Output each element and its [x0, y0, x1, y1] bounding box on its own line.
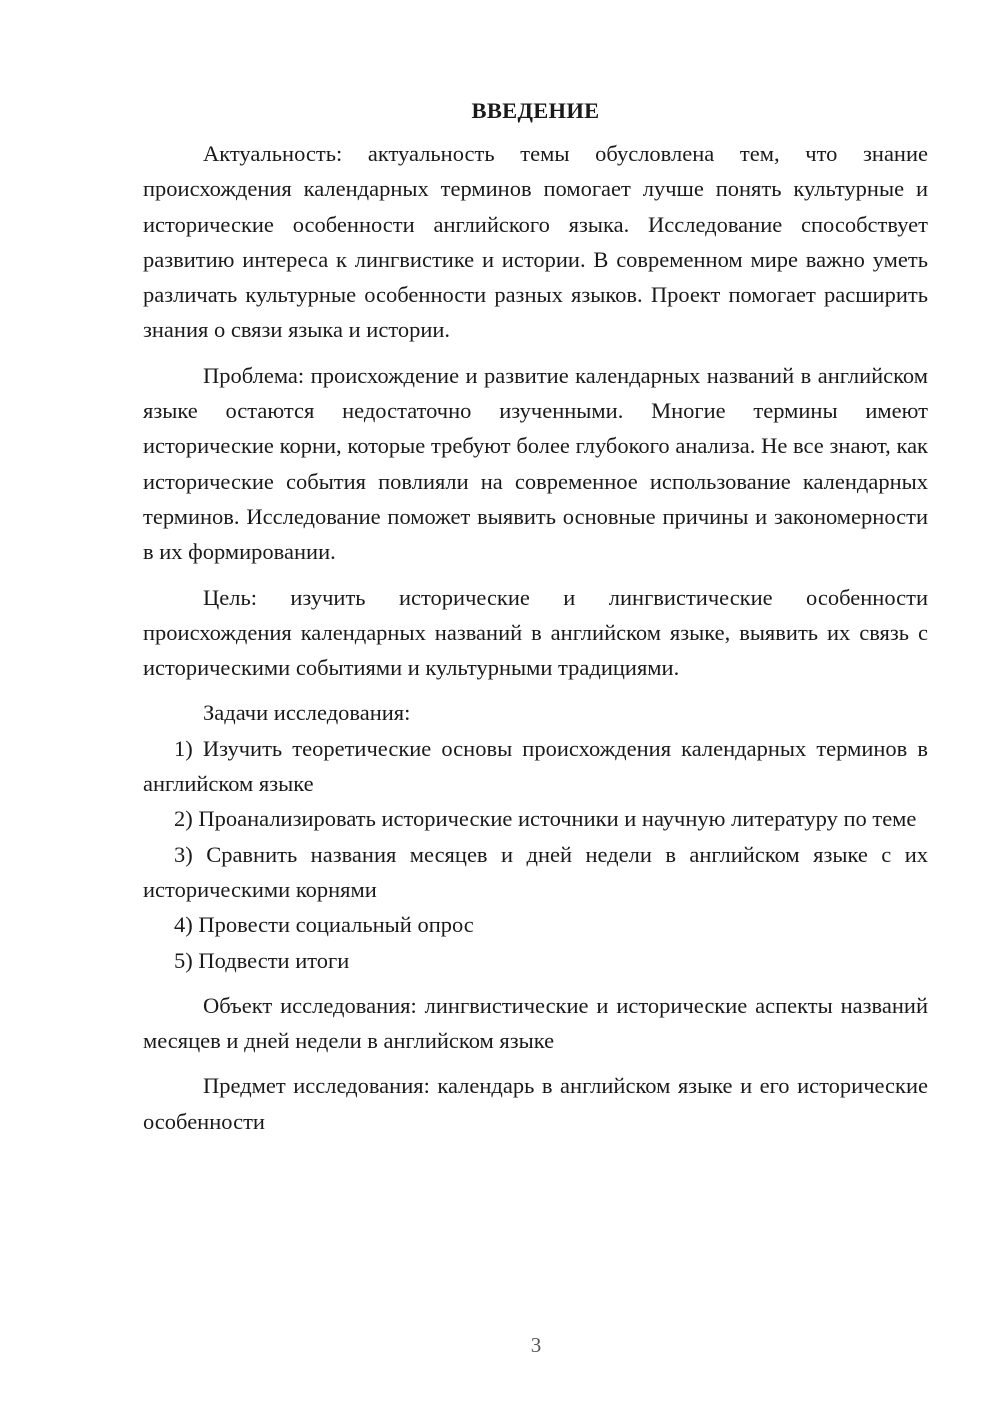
paragraph-relevance: Актуальность: актуальность темы обусловлена тем, что знание происхождения календарных терминов помогает лучше понять культурные и исторические особенности английского языка. Исследование способствует развитию интереса к лингвистике и истории. В современном мире важно уметь различать культурные особенности разных языков. Проект помогает расширить знания о связи языка и истории. [143, 141, 928, 343]
document-page [143, 96, 928, 1139]
paragraph-object: Объект исследования: лингвистические и исторические аспекты названий месяцев и дней недели в английском языке [143, 992, 928, 1054]
tasks-heading: Задачи исследования: [203, 700, 411, 726]
list-item: 5) Подвести итоги [174, 947, 350, 973]
page-title: ВВЕДЕНИЕ [471, 98, 600, 123]
list-item: 3) Сравнить названия месяцев и дней недели в английском языке с их историческими корнями [143, 841, 928, 902]
paragraph-goal: Цель: изучить исторические и лингвистические особенности происхождения календарных названий в английском языке, выявить их связь с историческими событиями и культурными традициями. [143, 584, 928, 681]
page-number: 3 [530, 1333, 542, 1357]
paragraph-subject: Предмет исследования: календарь в английском языке и его исторические особенности [143, 1073, 928, 1134]
paragraph-problem: Проблема: происхождение и развитие календарных названий в английском языке остаются недостаточно изученными. Многие термины имеют исторические корни, которые требуют более глубокого анализа. Не все знают, как исторические события повлияли на современное использование календарных терминов. Исследование поможет выявить основные причины и закономерности в их формировании. [143, 362, 928, 565]
list-item: 4) Провести социальный опрос [174, 912, 474, 938]
list-item: 2) Проанализировать исторические источники и научную литературу по теме [174, 806, 917, 832]
tasks-list [143, 731, 928, 978]
list-item: 1) Изучить теоретические основы происхождения календарных терминов в английском языке [143, 735, 928, 797]
